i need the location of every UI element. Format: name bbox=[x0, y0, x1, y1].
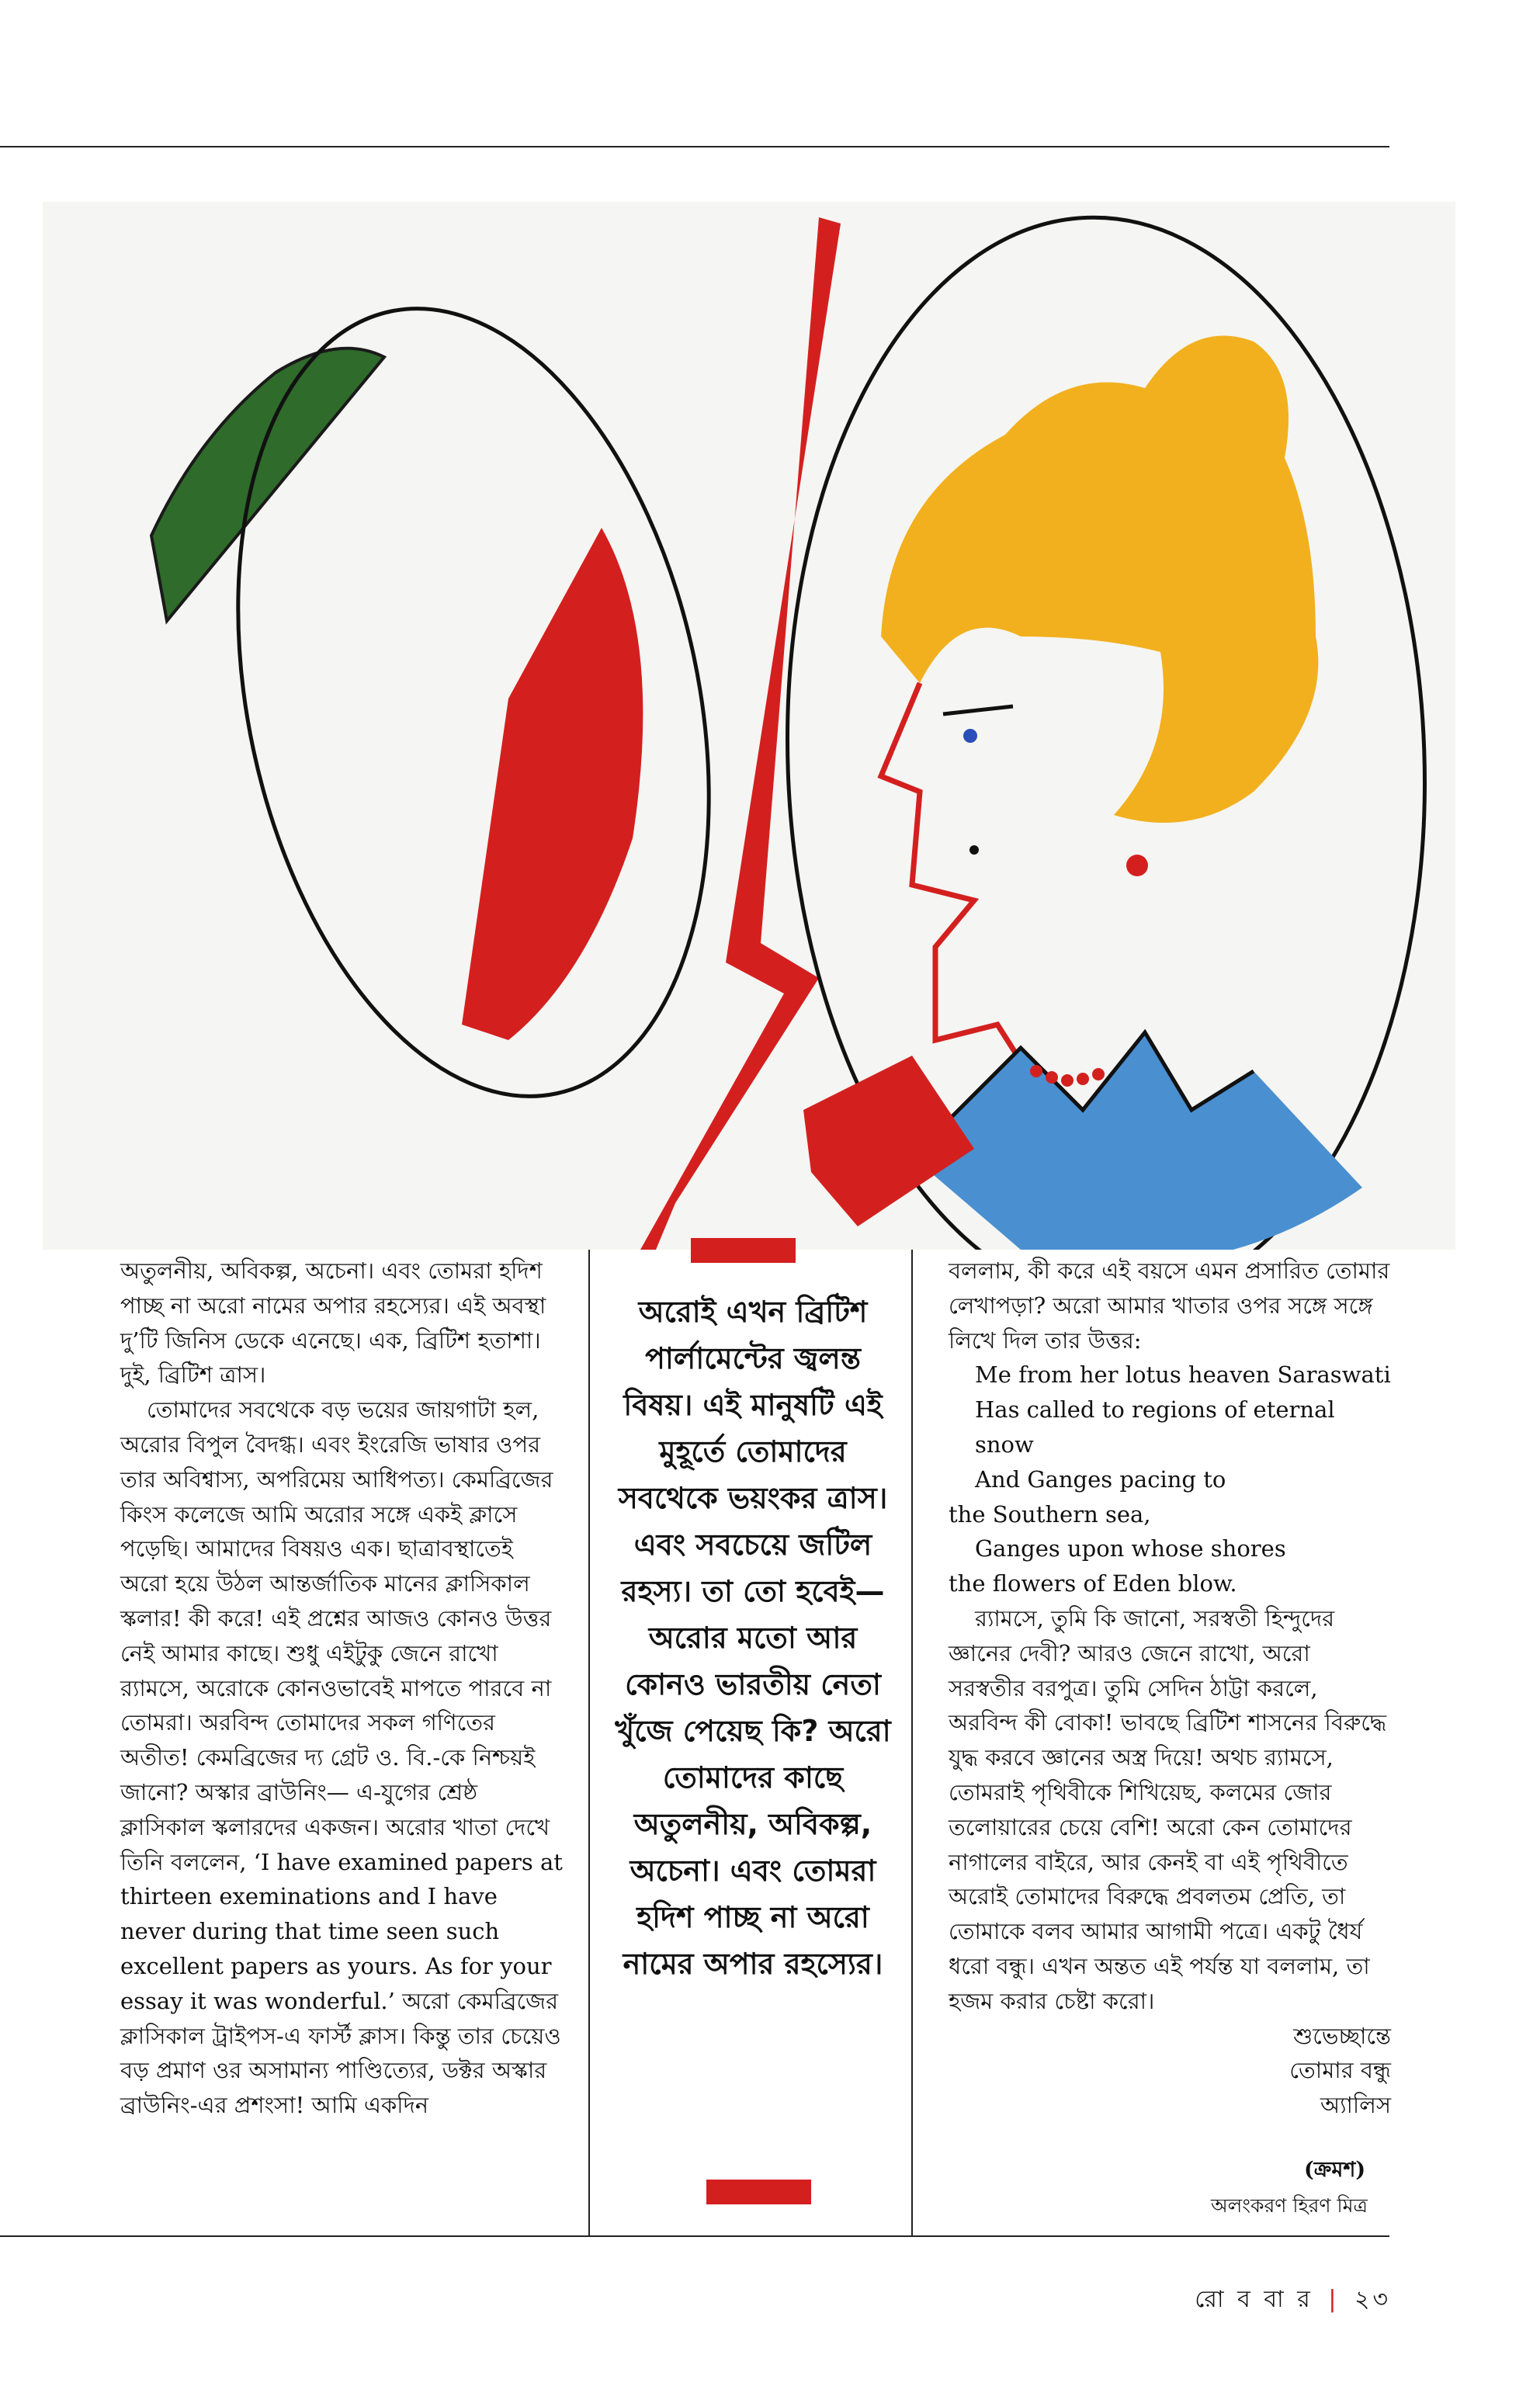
poem-line: Has called to regions of eternal snow bbox=[975, 1396, 1335, 1458]
green-shape bbox=[151, 349, 384, 621]
continued-label: (ক্রমশ) bbox=[1304, 2158, 1366, 2182]
page-number: ২৩ bbox=[1354, 2286, 1391, 2313]
column-rule-right bbox=[911, 1250, 913, 2235]
pull-quote: অরোই এখন ব্রিটিশ পার্লামেন্টের জ্বলন্ত বিষয়। এই মানুষটি এই মুহূর্তে তোমাদের সবথেকে ভয়ংকর ত্রাস। এবং সবচেয়ে জটিল রহস্য। তা তো হবেই— অরোর মতো আর কোনও ভারতীয় নেতা খুঁজে পেয়েছ কি? অরো তোমাদের কাছে অতুলনীয়, অবিকল্প, অচেনা। এবং তোমরা হদিশ পাচ্ছ না অরো নামের অপার রহস্যের। bbox=[615, 1295, 891, 1981]
poem-line: Me from her lotus heaven Saraswati bbox=[975, 1361, 1391, 1389]
eye bbox=[943, 706, 1013, 714]
illustration-credit: অলংকরণ হিরণ মিত্র bbox=[1211, 2194, 1368, 2217]
right-intro: বললাম, কী করে এই বয়সে এমন প্রসারিত তোমার লেখাপড়া? অরো আমার খাতার ওপর সঙ্গে সঙ্গে লিখে দিল তার উত্তর: bbox=[949, 1257, 1390, 1354]
mouth-dot bbox=[969, 845, 979, 855]
bottom-rule bbox=[0, 2235, 1389, 2237]
top-rule bbox=[0, 146, 1389, 147]
left-paragraph-2: তোমাদের সবথেকে বড় ভয়ের জায়গাটা হল, অরোর বিপুল বৈদগ্ধ। এবং ইংরেজি ভাষার ওপর তার অবিশ্বাস্য, অপরিমেয় আধিপত্য। কেমব্রিজের কিংস কলেজে আমি অরোর সঙ্গে একই ক্লাসে পড়েছি। আমাদের বিষয়ও এক। ছাত্রাবস্থাতেই অরো হয়ে উঠল আন্তর্জাতিক মানের ক্লাসিকাল স্কলার! কী করে! এই প্রশ্নের আজও কোনও উত্তর নেই আমার কাছে। শুধু এইটুকু জেনে রাখো র‍্যামসে, অরোকে কোনওভাবেই মাপতে পারবে না তোমরা। অরবিন্দ তোমাদের সকল গণিতের অতীত! কেমব্রিজের দ্য গ্রেট ও. বি.-কে নিশ্চয়ই জানো? অস্কার ব্রাউনিং— এ-যুগের শ্রেষ্ঠ ক্লাসিকাল স্কলারদের একজন। অরোর খাতা দেখে তিনি বললেন, ‘I have examined papers at thirteen exeminations and I have never during that time seen such excellent papers as yours. As for your essay it was wonderful.’ অরো কেমব্রিজের ক্লাসিকাল ট্রাইপস-এ ফার্স্ট ক্লাস। কিন্তু তার চেয়েও বড় প্রমাণ ওর অসামান্য পাণ্ডিত্যের, ডক্টর অস্কার ব্রাউনিং-এর প্রশংসা! আমি একদিন bbox=[120, 1396, 563, 2119]
left-paragraph-1: অতুলনীয়, অবিকল্প, অচেনা। এবং তোমরা হদিশ পাচ্ছ না অরো নামের অপার রহস্যের। এই অবস্থা দু’টি জিনিস ডেকে এনেছে। এক, ব্রিটিশ হতাশা। দুই, ব্রিটিশ ত্রাস। bbox=[120, 1257, 546, 1389]
right-column bbox=[949, 1254, 1391, 2123]
page-footer bbox=[1195, 2280, 1391, 2320]
illustration bbox=[43, 202, 1455, 1250]
column-rule-left bbox=[588, 1250, 590, 2235]
collar bbox=[912, 1032, 1362, 1250]
hair bbox=[881, 336, 1318, 824]
poem bbox=[949, 1358, 1391, 1601]
pull-quote-bar-top bbox=[691, 1238, 796, 1263]
poem-line: the Southern sea, bbox=[949, 1500, 1151, 1528]
left-column bbox=[120, 1254, 563, 2123]
pull-quote-bar-bottom bbox=[706, 2180, 811, 2204]
sign-off-line-3: অ্যালিস bbox=[1320, 2092, 1391, 2119]
face-profile bbox=[881, 683, 1052, 1110]
right-paragraph: র‍্যামসে, তুমি কি জানো, সরস্বতী হিন্দুদের জ্ঞানের দেবী? আরও জেনে রাখো, অরো সরস্বতীর বরপুত্র। তুমি সেদিন ঠাট্টা করলে, অরবিন্দ কী বোকা! ভাবছে ব্রিটিশ শাসনের বিরুদ্ধে যুদ্ধ করবে জ্ঞানের অস্ত্র দিয়ে! অথচ র‍্যামসে, তোমরাই পৃথিবীকে শিখিয়েছ, কলমের জোর তলোয়ারের চেয়ে বেশি! অরো কেন তোমাদের নাগালের বাইরে, আর কেনই বা এই পৃথিবীতে অরোই তোমাদের বিরুদ্ধে প্রবলতম প্রেতি, তা তোমাকে বলব আমার আগামী পত্রে। একটু ধৈর্য ধরো বন্ধু। এখন অন্তত এই পর্যন্ত যা বললাম, তা হজম করার চেষ্টা করো। bbox=[949, 1604, 1387, 2014]
lightning-bolt bbox=[640, 217, 841, 1250]
poem-line: And Ganges pacing to bbox=[975, 1465, 1226, 1493]
magazine-name: রো ব বা র bbox=[1195, 2286, 1313, 2313]
poem-line: the flowers of Eden blow. bbox=[949, 1570, 1237, 1597]
red-shape-right bbox=[803, 1056, 974, 1226]
sign-off-line-1: শুভেচ্ছান্তে bbox=[1293, 2022, 1391, 2049]
footer-separator: | bbox=[1328, 2286, 1340, 2313]
sign-off-line-2: তোমার বন্ধু bbox=[1289, 2057, 1391, 2084]
earring bbox=[1126, 855, 1148, 876]
eye-dot bbox=[963, 729, 977, 743]
red-shape-left bbox=[462, 528, 643, 1040]
poem-line: Ganges upon whose shores bbox=[975, 1535, 1286, 1562]
